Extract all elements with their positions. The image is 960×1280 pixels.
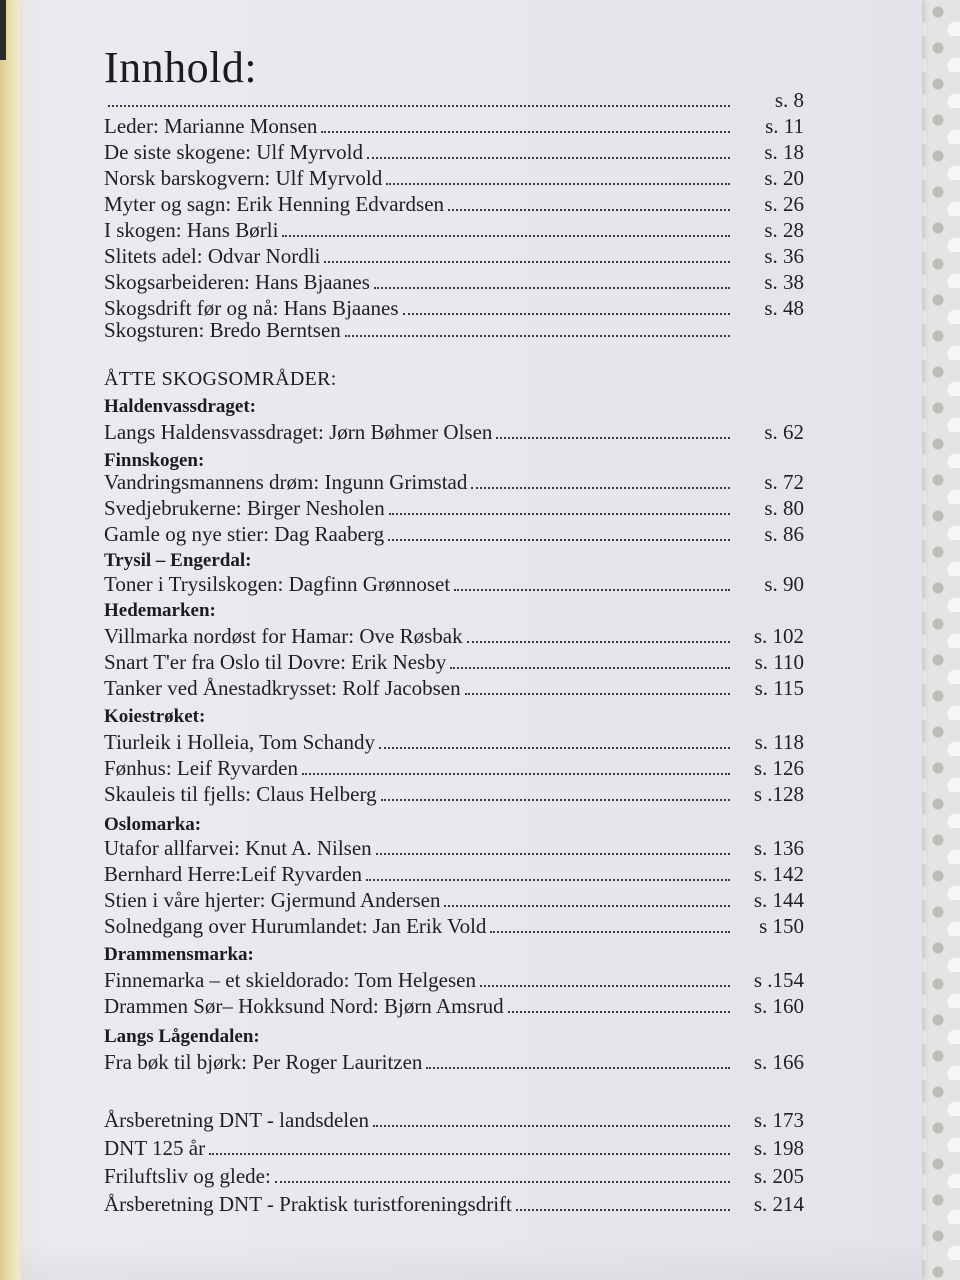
toc-entry-page: s. 205 <box>753 1164 804 1188</box>
toc-entry <box>104 218 804 244</box>
toc-entry-page: s. 11 <box>765 114 804 138</box>
dot-leader <box>480 984 730 987</box>
toc-entry-page: s. 160 <box>753 994 804 1018</box>
toc-entry-page: s. 36 <box>764 244 804 268</box>
dot-leader <box>426 1066 730 1069</box>
toc-entry-title: Myter og sagn: Erik Henning Edvardsen <box>104 192 445 216</box>
region-heading: Drammensmarka: <box>104 944 254 965</box>
dot-leader <box>367 156 730 159</box>
toc-entry-page: s. 18 <box>764 140 804 164</box>
region-heading: Hedemarken: <box>104 600 216 621</box>
toc-entry <box>104 572 804 598</box>
toc-entry <box>104 166 804 192</box>
toc-entry-title: I skogen: Hans Børli <box>104 218 279 242</box>
toc-entry-page: s. 90 <box>764 572 804 596</box>
toc-entry <box>104 270 804 296</box>
dot-leader <box>345 334 730 337</box>
toc-entry-page: s. 118 <box>754 730 804 754</box>
dot-leader <box>373 1124 730 1127</box>
dot-leader <box>454 588 730 591</box>
toc-entry-page: s. 62 <box>764 420 804 444</box>
dot-leader <box>508 1010 730 1013</box>
toc-entry <box>104 244 804 270</box>
toc-entry-title: Fønhus: Leif Ryvarden <box>104 756 298 780</box>
toc-entry <box>104 624 804 650</box>
toc-entry <box>104 1136 804 1162</box>
toc-entry <box>104 914 804 940</box>
dot-leader <box>496 436 730 439</box>
toc-entry-title: Tanker ved Ånestadkrysset: Rolf Jacobsen <box>104 676 461 700</box>
toc-entry-title: Vandringsmannens drøm: Ingunn Grimstad <box>104 470 468 494</box>
toc-entry-page: s. 72 <box>764 470 804 494</box>
toc-entry-page: s. 8 <box>774 88 804 112</box>
toc-entry <box>104 888 804 914</box>
toc-entry <box>104 496 804 522</box>
toc-entry <box>104 1192 804 1218</box>
toc-entry <box>104 470 804 496</box>
book-edge <box>0 0 6 60</box>
dot-leader <box>516 1208 730 1211</box>
toc-entry-title: Slitets adel: Odvar Nordli <box>104 244 321 268</box>
dot-leader <box>324 260 730 263</box>
region-heading: Koiestrøket: <box>104 706 206 727</box>
toc-entry-page: s. 20 <box>764 166 804 190</box>
toc-entry-page: s. 80 <box>764 496 804 520</box>
region-heading: Trysil – Engerdal: <box>104 550 252 571</box>
toc-entry <box>104 192 804 218</box>
toc-entry <box>104 522 804 548</box>
toc-entry-title: Villmarka nordøst for Hamar: Ove Røsbak <box>104 624 463 648</box>
toc-entry <box>104 862 804 888</box>
toc-entry-page: s. 28 <box>764 218 804 242</box>
toc-entry-page: s. 198 <box>753 1136 804 1160</box>
toc-entry <box>104 968 804 994</box>
toc-entry-title: Snart T'er fra Oslo til Dovre: Erik Nesby <box>104 650 447 674</box>
toc-entry-page: s. 142 <box>753 862 804 886</box>
dot-leader <box>388 538 730 541</box>
toc-entry-page: s. 136 <box>753 836 804 860</box>
toc-entry-title: Gamle og nye stier: Dag Raaberg <box>104 522 385 546</box>
toc-entry-page: s. 48 <box>764 296 804 320</box>
toc-entry <box>104 730 804 756</box>
region-heading: Finnskogen: <box>104 450 205 471</box>
toc-entry-page: s. 144 <box>753 888 804 912</box>
toc-entry-title: DNT 125 år <box>104 1136 206 1160</box>
toc-entry-title: Finnemarka – et skieldorado: Tom Helgesen <box>104 968 476 992</box>
dot-leader <box>108 104 730 107</box>
toc-entry <box>104 88 804 114</box>
toc-entry-title: Skogsdrift før og nå: Hans Bjaanes <box>104 296 399 320</box>
toc-entry <box>104 836 804 862</box>
toc-entry-page: s .128 <box>753 782 804 806</box>
toc-entry-title: Langs Haldensvassdraget: Jørn Bøhmer Olsen <box>104 420 493 444</box>
region-heading: Langs Lågendalen: <box>104 1026 260 1047</box>
toc-entry-page: s. 166 <box>753 1050 804 1074</box>
toc-entry-title: Skogsarbeideren: Hans Bjaanes <box>104 270 370 294</box>
toc-entry-title: De siste skogene: Ulf Myrvold <box>104 140 363 164</box>
toc-entry-title: Årsberetning DNT - Praktisk turistforeningsdrift <box>104 1192 512 1216</box>
toc-entry <box>104 756 804 782</box>
region-heading: Haldenvassdraget: <box>104 396 256 417</box>
toc-entry-title: Leder: Marianne Monsen <box>104 114 318 138</box>
dot-leader <box>381 798 730 801</box>
dot-leader <box>282 234 730 237</box>
dot-leader <box>321 130 730 133</box>
page-title: Innhold: <box>104 43 258 92</box>
toc-entry-title: Stien i våre hjerter: Gjermund Andersen <box>104 888 441 912</box>
dot-leader <box>467 640 730 643</box>
toc-entry-page: s. 86 <box>764 522 804 546</box>
toc-entry <box>104 676 804 702</box>
toc-entry <box>104 318 804 344</box>
toc-entry-page: s. 214 <box>753 1192 804 1216</box>
toc-entry <box>104 420 804 446</box>
toc-entry-page: s. 38 <box>764 270 804 294</box>
toc-entry-title: Toner i Trysilskogen: Dagfinn Grønnoset <box>104 572 451 596</box>
toc-entry-title: Bernhard Herre:Leif Ryvarden <box>104 862 363 886</box>
dot-leader <box>490 930 730 933</box>
dot-leader <box>209 1152 730 1155</box>
dot-leader <box>471 486 730 489</box>
toc-entry-title: Skauleis til fjells: Claus Helberg <box>104 782 377 806</box>
toc-entry <box>104 782 804 808</box>
toc-entry-title: Tiurleik i Holleia, Tom Schandy <box>104 730 375 754</box>
toc-entry <box>104 650 804 676</box>
toc-entry-page: s. 126 <box>753 756 804 780</box>
toc-entry-page: s. 26 <box>764 192 804 216</box>
dot-leader <box>448 208 730 211</box>
toc-entry-page: s. 110 <box>754 650 804 674</box>
dot-leader <box>444 904 730 907</box>
toc-entry-page: s. 173 <box>753 1108 804 1132</box>
dot-leader <box>403 312 730 315</box>
dot-leader <box>379 746 730 749</box>
toc-entry-page: s .154 <box>753 968 804 992</box>
dot-leader <box>275 1180 730 1183</box>
toc-entry-title: Svedjebrukerne: Birger Nesholen <box>104 496 385 520</box>
toc-entry <box>104 140 804 166</box>
section-heading: ÅTTE SKOGSOMRÅDER: <box>104 368 337 390</box>
toc-entry <box>104 994 804 1020</box>
toc-entry-title: Norsk barskogvern: Ulf Myrvold <box>104 166 383 190</box>
page-shadow <box>22 1240 922 1280</box>
toc-entry <box>104 1108 804 1134</box>
dot-leader <box>465 692 730 695</box>
dot-leader <box>386 182 730 185</box>
region-heading: Oslomarka: <box>104 814 202 835</box>
toc-entry-page: s. 115 <box>754 676 804 700</box>
toc-entry-page: s 150 <box>759 914 804 938</box>
toc-entry-title: Fra bøk til bjørk: Per Roger Lauritzen <box>104 1050 423 1074</box>
toc-entry-title: Årsberetning DNT - landsdelen <box>104 1108 369 1132</box>
toc-entry <box>104 114 804 140</box>
dot-leader <box>374 286 730 289</box>
toc-entry-title: Friluftsliv og glede: <box>104 1164 271 1188</box>
dot-leader <box>302 772 730 775</box>
toc-entry <box>104 1164 804 1190</box>
toc-entry-title: Skogsturen: Bredo Berntsen <box>104 318 341 342</box>
dot-leader <box>450 666 730 669</box>
dot-leader <box>389 512 730 515</box>
dot-leader <box>376 852 730 855</box>
toc-entry-page: s. 102 <box>753 624 804 648</box>
toc-entry-title: Drammen Sør– Hokksund Nord: Bjørn Amsrud <box>104 994 504 1018</box>
toc-entry-title: Utafor allfarvei: Knut A. Nilsen <box>104 836 372 860</box>
toc-entry-title: Solnedgang over Hurumlandet: Jan Erik Vold <box>104 914 487 938</box>
toc-entry <box>104 1050 804 1076</box>
dot-leader <box>366 878 730 881</box>
